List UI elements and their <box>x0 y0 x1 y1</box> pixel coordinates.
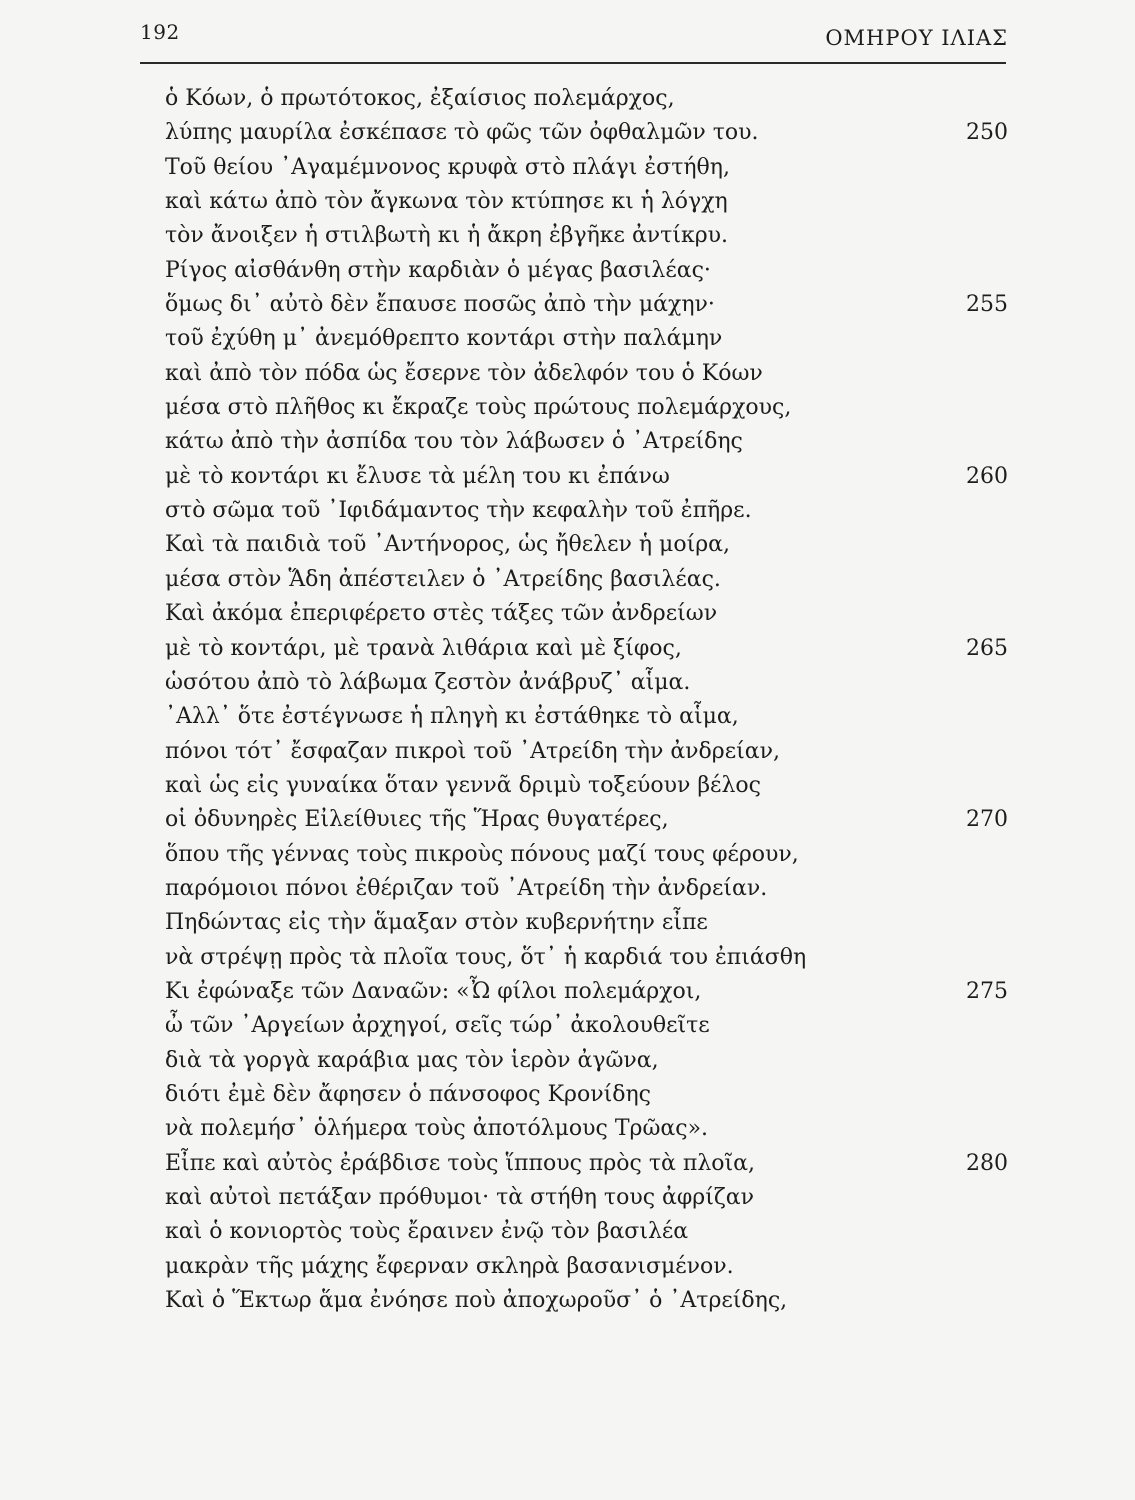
verse-line <box>165 185 1008 219</box>
verse-text: Κι ἐφώναξε τῶν Δαναῶν: «Ὦ φίλοι πολεμάρχοι, <box>165 978 702 1004</box>
verse-line <box>165 597 1008 631</box>
verse-text: Τοῦ θείου ᾿Αγαμέμνονος κρυφὰ στὸ πλάγι ἐστήθη, <box>165 154 730 180</box>
verse-text: μὲ τὸ κοντάρι, μὲ τρανὰ λιθάρια καὶ μὲ ξίφος, <box>165 635 682 661</box>
verse-number: 265 <box>966 635 1008 661</box>
verse-text: Καὶ τὰ παιδιὰ τοῦ ᾿Αντήνορος, ὡς ἤθελεν ἡ μοίρα, <box>165 532 731 558</box>
verse-text: Εἶπε καὶ αὐτὸς ἐράβδισε τοὺς ἵππους πρὸς τὰ πλοῖα, <box>165 1150 755 1176</box>
verse-line <box>165 1044 1008 1078</box>
verse-number: 275 <box>966 978 1008 1004</box>
verse-text: διὰ τὰ γοργὰ καράβια μας τὸν ἱερὸν ἀγῶνα, <box>165 1047 659 1073</box>
verse-text: Καὶ ἀκόμα ἐπεριφέρετο στὲς τάξες τῶν ἀνδρείων <box>165 601 718 627</box>
verse-line <box>165 975 1008 1009</box>
page-header <box>140 18 1008 58</box>
verse-text: καὶ ἀπὸ τὸν πόδα ὡς ἔσερνε τὸν ἀδελφόν του ὁ Κόων <box>165 360 763 386</box>
verse-line <box>165 700 1008 734</box>
verse-line <box>165 1215 1008 1249</box>
verse-line <box>165 1181 1008 1215</box>
verse-line <box>165 322 1008 356</box>
verse-line <box>165 1009 1008 1043</box>
verse-line <box>165 769 1008 803</box>
verse-line <box>165 1078 1008 1112</box>
verse-text: καὶ κάτω ἀπὸ τὸν ἄγκωνα τὸν κτύπησε κι ἡ λόγχη <box>165 189 728 215</box>
verse-text: τοῦ ἐχύθη μ᾿ ἀνεμόθρεπτο κοντάρι στὴν παλάμην <box>165 326 723 352</box>
verse-line <box>165 563 1008 597</box>
verse-text: καὶ αὐτοὶ πετάξαν πρόθυμοι· τὰ στήθη τους ἀφρίζαν <box>165 1185 755 1210</box>
verse-line <box>165 666 1008 700</box>
verse-list <box>165 82 1008 1318</box>
verse-line <box>165 735 1008 769</box>
verse-line <box>165 803 1008 837</box>
verse-line <box>165 528 1008 562</box>
verse-text: κάτω ἀπὸ τὴν ἀσπίδα του τὸν λάβωσεν ὁ ᾿Ατρείδης <box>165 429 743 455</box>
verse-text: στὸ σῶμα τοῦ ᾿Ιφιδάμαντος τὴν κεφαλὴν τοῦ ἐπῆρε. <box>165 498 752 524</box>
verse-text: ὁ Κόων, ὁ πρωτότοκος, ἐξαίσιος πολεμάρχος, <box>165 86 675 111</box>
verse-text: Ρίγος αἰσθάνθη στὴν καρδιὰν ὁ μέγας βασιλέας· <box>165 257 711 283</box>
verse-line <box>165 460 1008 494</box>
verse-text: πόνοι τότ᾿ ἔσφαζαν πικροὶ τοῦ ᾿Ατρείδη τὴν ἀνδρείαν, <box>165 738 780 764</box>
verse-text: ὦ τῶν ᾿Αργείων ἀρχηγοί, σεῖς τώρ᾿ ἀκολουθεῖτε <box>165 1013 710 1039</box>
verse-line <box>165 838 1008 872</box>
page-number: 192 <box>140 20 180 44</box>
verse-text: τὸν ἄνοιξεν ἡ στιλβωτὴ κι ἡ ἄκρη ἐβγῆκε ἀντίκρυ. <box>165 223 729 249</box>
verse-text: μέσα στὸν Ἅδη ἀπέστειλεν ὁ ᾿Ατρείδης βασιλέας. <box>165 566 721 592</box>
verse-text: νὰ στρέψῃ πρὸς τὰ πλοῖα τους, ὅτ᾿ ἡ καρδιά του ἐπιάσθη <box>165 944 807 970</box>
verse-text: μέσα στὸ πλῆθος κι ἔκραζε τοὺς πρώτους πολεμάρχους, <box>165 395 792 421</box>
verse-text: Πηδώντας εἰς τὴν ἅμαξαν στὸν κυβερνήτην εἶπε <box>165 910 708 936</box>
verse-text: καὶ ὡς εἰς γυναίκα ὅταν γεννᾶ δριμὺ τοξεύουν βέλος <box>165 772 761 798</box>
verse-line <box>165 254 1008 288</box>
verse-line <box>165 357 1008 391</box>
verse-line <box>165 1147 1008 1181</box>
verse-text: ὡσότου ἀπὸ τὸ λάβωμα ζεστὸν ἀνάβρυζ᾿ αἷμα. <box>165 669 691 695</box>
verse-text: Καὶ ὁ Ἕκτωρ ἅμα ἐνόησε ποὺ ἀποχωροῦσ᾿ ὁ ᾿Ατρείδης, <box>165 1288 788 1314</box>
verse-text: οἱ ὀδυνηρὲς Εἰλείθυιες τῆς Ἥρας θυγατέρες, <box>165 807 669 833</box>
verse-text: μακρὰν τῆς μάχης ἔφερναν σκληρὰ βασανισμένον. <box>165 1253 734 1279</box>
verse-number: 250 <box>966 120 1008 146</box>
verse-number: 270 <box>966 807 1008 833</box>
verse-line <box>165 219 1008 253</box>
verse-text: μὲ τὸ κοντάρι κι ἔλυσε τὰ μέλη του κι ἐπάνω <box>165 463 670 489</box>
verse-text: λύπης μαυρίλα ἐσκέπασε τὸ φῶς τῶν ὀφθαλμῶν του. <box>165 120 759 146</box>
verse-line <box>165 391 1008 425</box>
verse-number: 280 <box>966 1150 1008 1176</box>
verse-line <box>165 116 1008 150</box>
verse-number: 255 <box>966 292 1008 318</box>
verse-line <box>165 906 1008 940</box>
verse-line <box>165 288 1008 322</box>
verse-line <box>165 632 1008 666</box>
verse-line <box>165 494 1008 528</box>
verse-number: 260 <box>966 463 1008 489</box>
verse-line <box>165 872 1008 906</box>
verse-text: ὅπου τῆς γέννας τοὺς πικροὺς πόνους μαζί τους φέρουν, <box>165 841 799 867</box>
verse-text: παρόμοιοι πόνοι ἐθέριζαν τοῦ ᾿Ατρείδη τὴν ἀνδρείαν. <box>165 875 768 901</box>
verse-text: νὰ πολεμήσ᾿ ὁλήμερα τοὺς ἀποτόλμους Τρῶας». <box>165 1116 709 1142</box>
verse-line <box>165 151 1008 185</box>
verse-line <box>165 425 1008 459</box>
running-title: ΟΜΗΡΟΥ ΙΛΙΑΣ <box>825 26 1008 50</box>
verse-line <box>165 941 1008 975</box>
header-rule <box>140 62 1006 64</box>
verse-line <box>165 1112 1008 1146</box>
verse-text: ὅμως δι᾿ αὐτὸ δὲν ἔπαυσε ποσῶς ἀπὸ τὴν μάχην· <box>165 292 715 318</box>
verse-text: ᾿Αλλ᾿ ὅτε ἐστέγνωσε ἡ πληγὴ κι ἐστάθηκε τὸ αἷμα, <box>165 704 739 730</box>
verse-line <box>165 82 1008 116</box>
verse-text: διότι ἐμὲ δὲν ἄφησεν ὁ πάνσοφος Κρονίδης <box>165 1081 651 1107</box>
verse-text: καὶ ὁ κονιορτὸς τοὺς ἔραινεν ἐνῷ τὸν βασιλέα <box>165 1219 689 1245</box>
verse-line <box>165 1250 1008 1284</box>
verse-line <box>165 1284 1008 1318</box>
